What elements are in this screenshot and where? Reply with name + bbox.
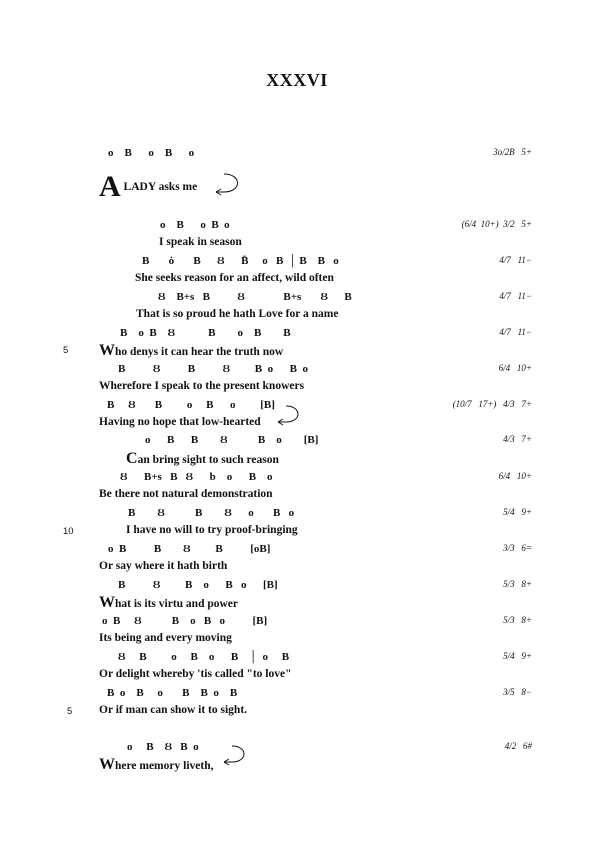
line-9-text: I have no will to try proof-bringing (126, 524, 298, 536)
line-14-notes-row (0, 687, 594, 705)
line-4-text (99, 342, 283, 360)
line-15-initial: W (99, 756, 115, 773)
line-2-notes: B ȯ B Ȣ B̄ o B │ B B o (142, 255, 339, 267)
line-15-notes: o B Ȣ B o (127, 741, 199, 753)
line-1-notes: o B o B o (160, 219, 230, 231)
line-1-text-row (0, 236, 594, 254)
return-arrow-icon (220, 744, 250, 768)
line-6-meta: (10/7 17+) 4/3 7+ (452, 399, 532, 409)
line-9-meta: 5/4 9+ (503, 507, 532, 517)
line-13-text: Or delight whereby 'tis called "to love" (99, 668, 292, 680)
line-8-text: Be there not natural demonstration (99, 488, 273, 500)
line-7-text (126, 450, 279, 468)
line-8-meta: 6/4 10+ (498, 471, 532, 481)
page-title: XXXVI (266, 70, 328, 90)
line-4-meta: 4/7 11− (499, 327, 532, 337)
line-12-meta: 5/3 8+ (503, 615, 532, 625)
line-13-text-row (0, 668, 594, 686)
line-5-notes-row (0, 363, 594, 381)
line-0-text (99, 172, 197, 202)
return-arrow-icon (212, 172, 242, 196)
line-4-initial: W (99, 342, 115, 359)
line-13-meta: 5/4 9+ (503, 651, 532, 661)
line-7-text-row (0, 450, 594, 468)
line-12-text: Its being and every moving (99, 632, 232, 644)
line-5-text: Wherefore I speak to the present knowers (99, 380, 305, 392)
line-3-meta: 4/7 11− (499, 291, 532, 301)
line-6-text-row (0, 416, 594, 434)
line-11-text (99, 594, 238, 612)
line-10-notes: o B B Ȣ B [oB] (108, 543, 271, 555)
line-13-notes: Ȣ B o B o B │ o B (118, 651, 290, 663)
line-12-notes: o B Ȣ B o B o [B] (102, 615, 268, 627)
line-8-notes: Ȣ B+s B Ȣ b o B o (120, 471, 273, 483)
line-4-notes: B o B Ȣ B o B B (120, 327, 291, 339)
line-15-text-row (0, 756, 594, 774)
line-14-meta: 3/5 8− (503, 687, 532, 697)
line-3-text: That is so proud he hath Love for a name (136, 308, 339, 320)
line-2-text: She seeks reason for an affect, wild often (135, 272, 334, 284)
line-0-rest: LADY asks me (120, 181, 198, 193)
line-9-notes: B Ȣ B Ȣ o B o (128, 507, 295, 519)
line-11-meta: 5/3 8+ (503, 579, 532, 589)
line-8-notes-row (0, 471, 594, 489)
line-14-text-row (0, 704, 594, 722)
line-12-notes-row (0, 615, 594, 633)
line-1-meta: (6/4 10+) 3/2 5+ (461, 219, 532, 229)
line-10-meta: 3/3 6= (503, 543, 532, 553)
line-9-text-row (0, 524, 594, 542)
line-11-notes: B Ȣ B o B o [B] (118, 579, 278, 591)
line-1-text: I speak in season (159, 236, 242, 248)
line-4-rest: ho denys it can hear the truth now (115, 346, 284, 358)
line-8-text-row (0, 488, 594, 506)
line-11-rest: hat is its virtu and power (115, 598, 238, 610)
line-3-text-row (0, 308, 594, 326)
line-11-text-row (0, 594, 594, 612)
line-14-text: Or if man can show it to sight. (99, 704, 248, 716)
line-0-dropcap: A (99, 170, 121, 203)
line-0-notes: o B o B o (108, 147, 195, 159)
line-3-notes-row (0, 291, 594, 309)
line-10-notes-row (0, 543, 594, 561)
line-12-text-row (0, 632, 594, 650)
line-7-initial: C (126, 450, 138, 467)
line-4-number: 5 (63, 345, 69, 356)
line-14-notes: B o B o B B o B (107, 687, 238, 699)
line-2-notes-row (0, 255, 594, 273)
line-5-text-row (0, 380, 594, 398)
line-7-meta: 4/3 7+ (503, 434, 532, 444)
return-arrow-icon (274, 404, 304, 428)
line-10-text-row (0, 560, 594, 578)
line-2-meta: 4/7 11− (499, 255, 532, 265)
line-2-text-row (0, 272, 594, 290)
line-0-notes-row (0, 147, 594, 165)
line-1-notes-row (0, 219, 594, 237)
line-5-notes: B Ȣ B Ȣ B o B o (118, 363, 308, 375)
line-7-rest: an bring sight to such reason (137, 454, 279, 466)
line-15-rest: here memory liveth, (115, 760, 214, 772)
line-4-text-row (0, 342, 594, 360)
line-0-text-row (0, 172, 594, 202)
line-6-notes: B Ȣ B o B o [B] (107, 399, 275, 411)
line-3-notes: Ȣ B+s B Ȣ B+s Ȣ B (158, 291, 352, 303)
line-9-notes-row (0, 507, 594, 525)
line-5-meta: 6/4 10+ (498, 363, 532, 373)
line-7-notes: o B B Ȣ B o [B] (145, 434, 319, 446)
line-14-number: 5 (67, 706, 73, 717)
line-0-meta: 3o/2B 5+ (493, 147, 532, 157)
line-13-notes-row (0, 651, 594, 669)
line-6-text: Having no hope that low-hearted (99, 416, 261, 428)
line-9-number: 10 (63, 526, 74, 537)
line-11-initial: W (99, 594, 115, 611)
line-10-text: Or say where it hath birth (99, 560, 228, 572)
line-15-meta: 4/2 6# (504, 741, 532, 751)
line-15-text (99, 756, 213, 774)
